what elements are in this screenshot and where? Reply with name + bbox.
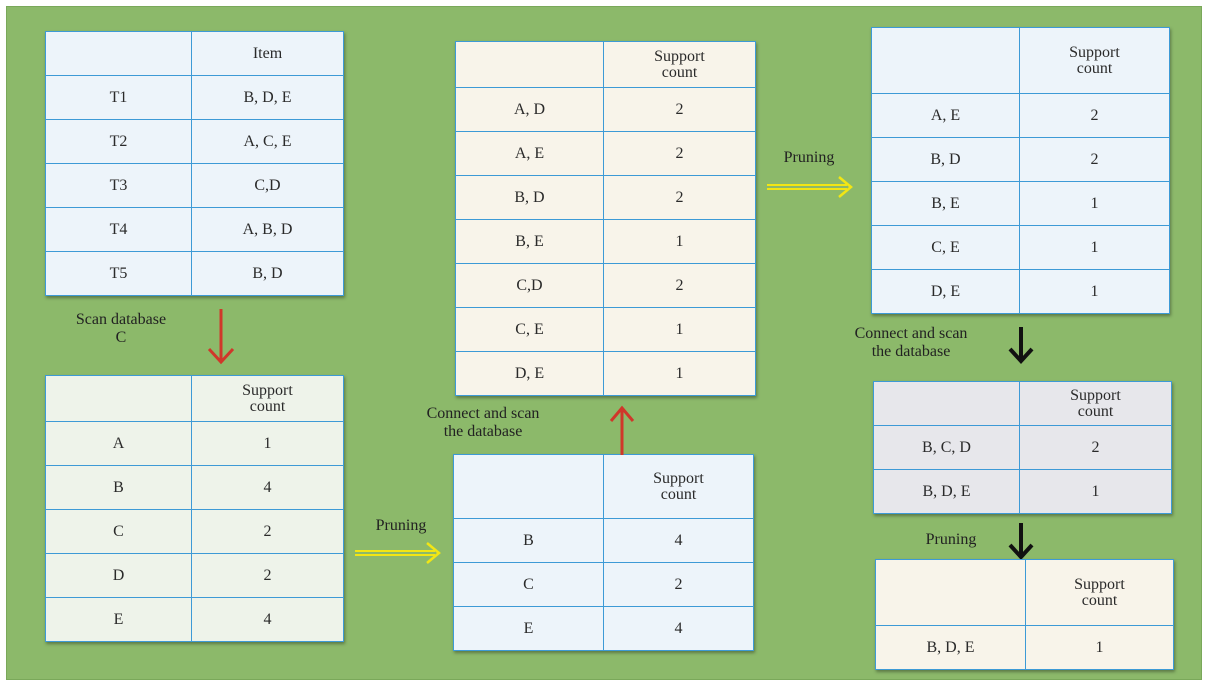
header-line: count	[661, 63, 698, 81]
table-header-row	[874, 382, 1172, 426]
support-count-header	[1026, 560, 1174, 626]
items-cell: A, B, D	[192, 208, 344, 252]
black-down-arrow-icon	[1007, 521, 1035, 561]
c3-support-table	[873, 381, 1172, 514]
itemset-cell: D, E	[872, 270, 1020, 314]
count-cell: 1	[604, 308, 756, 352]
items-cell: C,D	[192, 164, 344, 208]
label-line: the database	[443, 423, 523, 440]
count-cell: 2	[604, 264, 756, 308]
table-row	[876, 626, 1174, 670]
header-cell	[874, 382, 1020, 426]
itemset-cell: A, D	[456, 88, 604, 132]
itemset-cell: E	[454, 607, 604, 651]
table-row	[456, 352, 756, 396]
support-count-header	[192, 376, 344, 422]
table-row	[872, 226, 1170, 270]
table-row	[46, 466, 344, 510]
count-cell: 4	[192, 598, 344, 642]
table-row	[456, 220, 756, 264]
header-line: count	[1077, 402, 1114, 420]
table-row	[46, 510, 344, 554]
itemset-cell: B, D	[456, 176, 604, 220]
itemset-cell: B, D, E	[876, 626, 1026, 670]
tid-cell: T1	[46, 76, 192, 120]
pruning-label: Pruning	[375, 517, 427, 534]
support-count-header	[604, 455, 754, 519]
itemset-cell: B, C, D	[874, 426, 1020, 470]
count-cell: 2	[192, 510, 344, 554]
table-header-row	[872, 28, 1170, 94]
itemset-cell: B	[46, 466, 192, 510]
count-cell: 1	[1026, 626, 1174, 670]
table-row	[872, 94, 1170, 138]
header-line: count	[1081, 591, 1118, 609]
itemset-cell: C, E	[872, 226, 1020, 270]
count-cell: 4	[604, 607, 754, 651]
l1-support-table	[453, 454, 754, 651]
itemset-cell: B, D	[872, 138, 1020, 182]
header-cell	[456, 42, 604, 88]
pruning-label: Pruning	[925, 531, 977, 548]
itemset-cell: E	[46, 598, 192, 642]
transactions-table	[45, 31, 344, 296]
table-header-row	[454, 455, 754, 519]
connect-scan-label	[831, 325, 991, 361]
itemset-cell: B, D, E	[874, 470, 1020, 514]
table-row	[46, 554, 344, 598]
count-cell: 2	[604, 176, 756, 220]
label-line: Connect and scan	[426, 405, 540, 422]
count-cell: 2	[604, 88, 756, 132]
header-cell	[46, 376, 192, 422]
pruning-label: Pruning	[783, 149, 835, 166]
count-cell: 1	[192, 422, 344, 466]
table-row	[874, 426, 1172, 470]
count-cell: 2	[604, 132, 756, 176]
count-cell: 1	[1020, 182, 1170, 226]
itemset-cell: C,D	[456, 264, 604, 308]
label-line: Scan database	[75, 311, 167, 328]
itemset-cell: A, E	[872, 94, 1020, 138]
count-cell: 1	[1020, 226, 1170, 270]
count-cell: 2	[1020, 426, 1172, 470]
header-line: count	[1076, 59, 1113, 77]
header-line: count	[249, 397, 286, 415]
itemset-cell: D	[46, 554, 192, 598]
yellow-right-arrow-icon	[765, 175, 857, 199]
count-cell: 1	[1020, 270, 1170, 314]
table-header-row	[876, 560, 1174, 626]
table-row	[454, 607, 754, 651]
red-down-arrow-icon	[206, 307, 236, 365]
scan-database-label	[51, 311, 191, 347]
header-line: Support	[654, 47, 705, 65]
header-cell	[872, 28, 1020, 94]
header-line: Support	[242, 381, 293, 399]
header-cell	[454, 455, 604, 519]
header-line: Support	[1074, 575, 1125, 593]
itemset-cell: A, E	[456, 132, 604, 176]
table-row	[872, 182, 1170, 226]
table-row	[454, 563, 754, 607]
table-row	[46, 76, 344, 120]
l3-support-table	[875, 559, 1174, 670]
connect-scan-label	[403, 405, 563, 441]
label-line: Connect and scan	[854, 325, 968, 342]
count-cell: 4	[604, 519, 754, 563]
header-cell: Item	[192, 32, 344, 76]
count-cell: 4	[192, 466, 344, 510]
itemset-cell: B	[454, 519, 604, 563]
table-row	[46, 164, 344, 208]
table-row	[456, 88, 756, 132]
table-row	[454, 519, 754, 563]
table-row	[46, 208, 344, 252]
header-line: count	[660, 485, 697, 503]
red-up-arrow-icon	[607, 405, 637, 457]
header-line: Support	[1070, 386, 1121, 404]
itemset-cell: C	[46, 510, 192, 554]
black-down-arrow-icon	[1007, 325, 1035, 365]
support-count-header	[604, 42, 756, 88]
support-count-header	[1020, 382, 1172, 426]
table-row	[46, 422, 344, 466]
table-header-row	[46, 376, 344, 422]
count-cell: 2	[604, 563, 754, 607]
c2-support-table	[455, 41, 756, 396]
table-row	[874, 470, 1172, 514]
itemset-cell: C, E	[456, 308, 604, 352]
tid-cell: T3	[46, 164, 192, 208]
diagram-canvas	[6, 6, 1202, 680]
table-row	[872, 270, 1170, 314]
count-cell: 2	[1020, 138, 1170, 182]
c1-support-table	[45, 375, 344, 642]
support-count-header	[1020, 28, 1170, 94]
table-row	[456, 308, 756, 352]
table-row	[456, 264, 756, 308]
itemset-cell: D, E	[456, 352, 604, 396]
tid-cell: T4	[46, 208, 192, 252]
items-cell: B, D, E	[192, 76, 344, 120]
table-row	[456, 132, 756, 176]
label-line: C	[115, 329, 127, 346]
table-header-row	[456, 42, 756, 88]
table-row	[46, 252, 344, 296]
header-cell	[876, 560, 1026, 626]
itemset-cell: A	[46, 422, 192, 466]
header-line: Support	[653, 469, 704, 487]
table-row	[872, 138, 1170, 182]
itemset-cell: C	[454, 563, 604, 607]
table-header-row	[46, 32, 344, 76]
yellow-right-arrow-icon	[353, 541, 445, 565]
header-line: Support	[1069, 43, 1120, 61]
l2-support-table	[871, 27, 1170, 314]
count-cell: 2	[1020, 94, 1170, 138]
itemset-cell: B, E	[872, 182, 1020, 226]
items-cell: A, C, E	[192, 120, 344, 164]
count-cell: 1	[1020, 470, 1172, 514]
tid-cell: T5	[46, 252, 192, 296]
items-cell: B, D	[192, 252, 344, 296]
count-cell: 1	[604, 352, 756, 396]
label-line: the database	[871, 343, 951, 360]
itemset-cell: B, E	[456, 220, 604, 264]
count-cell: 2	[192, 554, 344, 598]
tid-cell: T2	[46, 120, 192, 164]
count-cell: 1	[604, 220, 756, 264]
header-cell	[46, 32, 192, 76]
table-row	[456, 176, 756, 220]
table-row	[46, 120, 344, 164]
table-row	[46, 598, 344, 642]
